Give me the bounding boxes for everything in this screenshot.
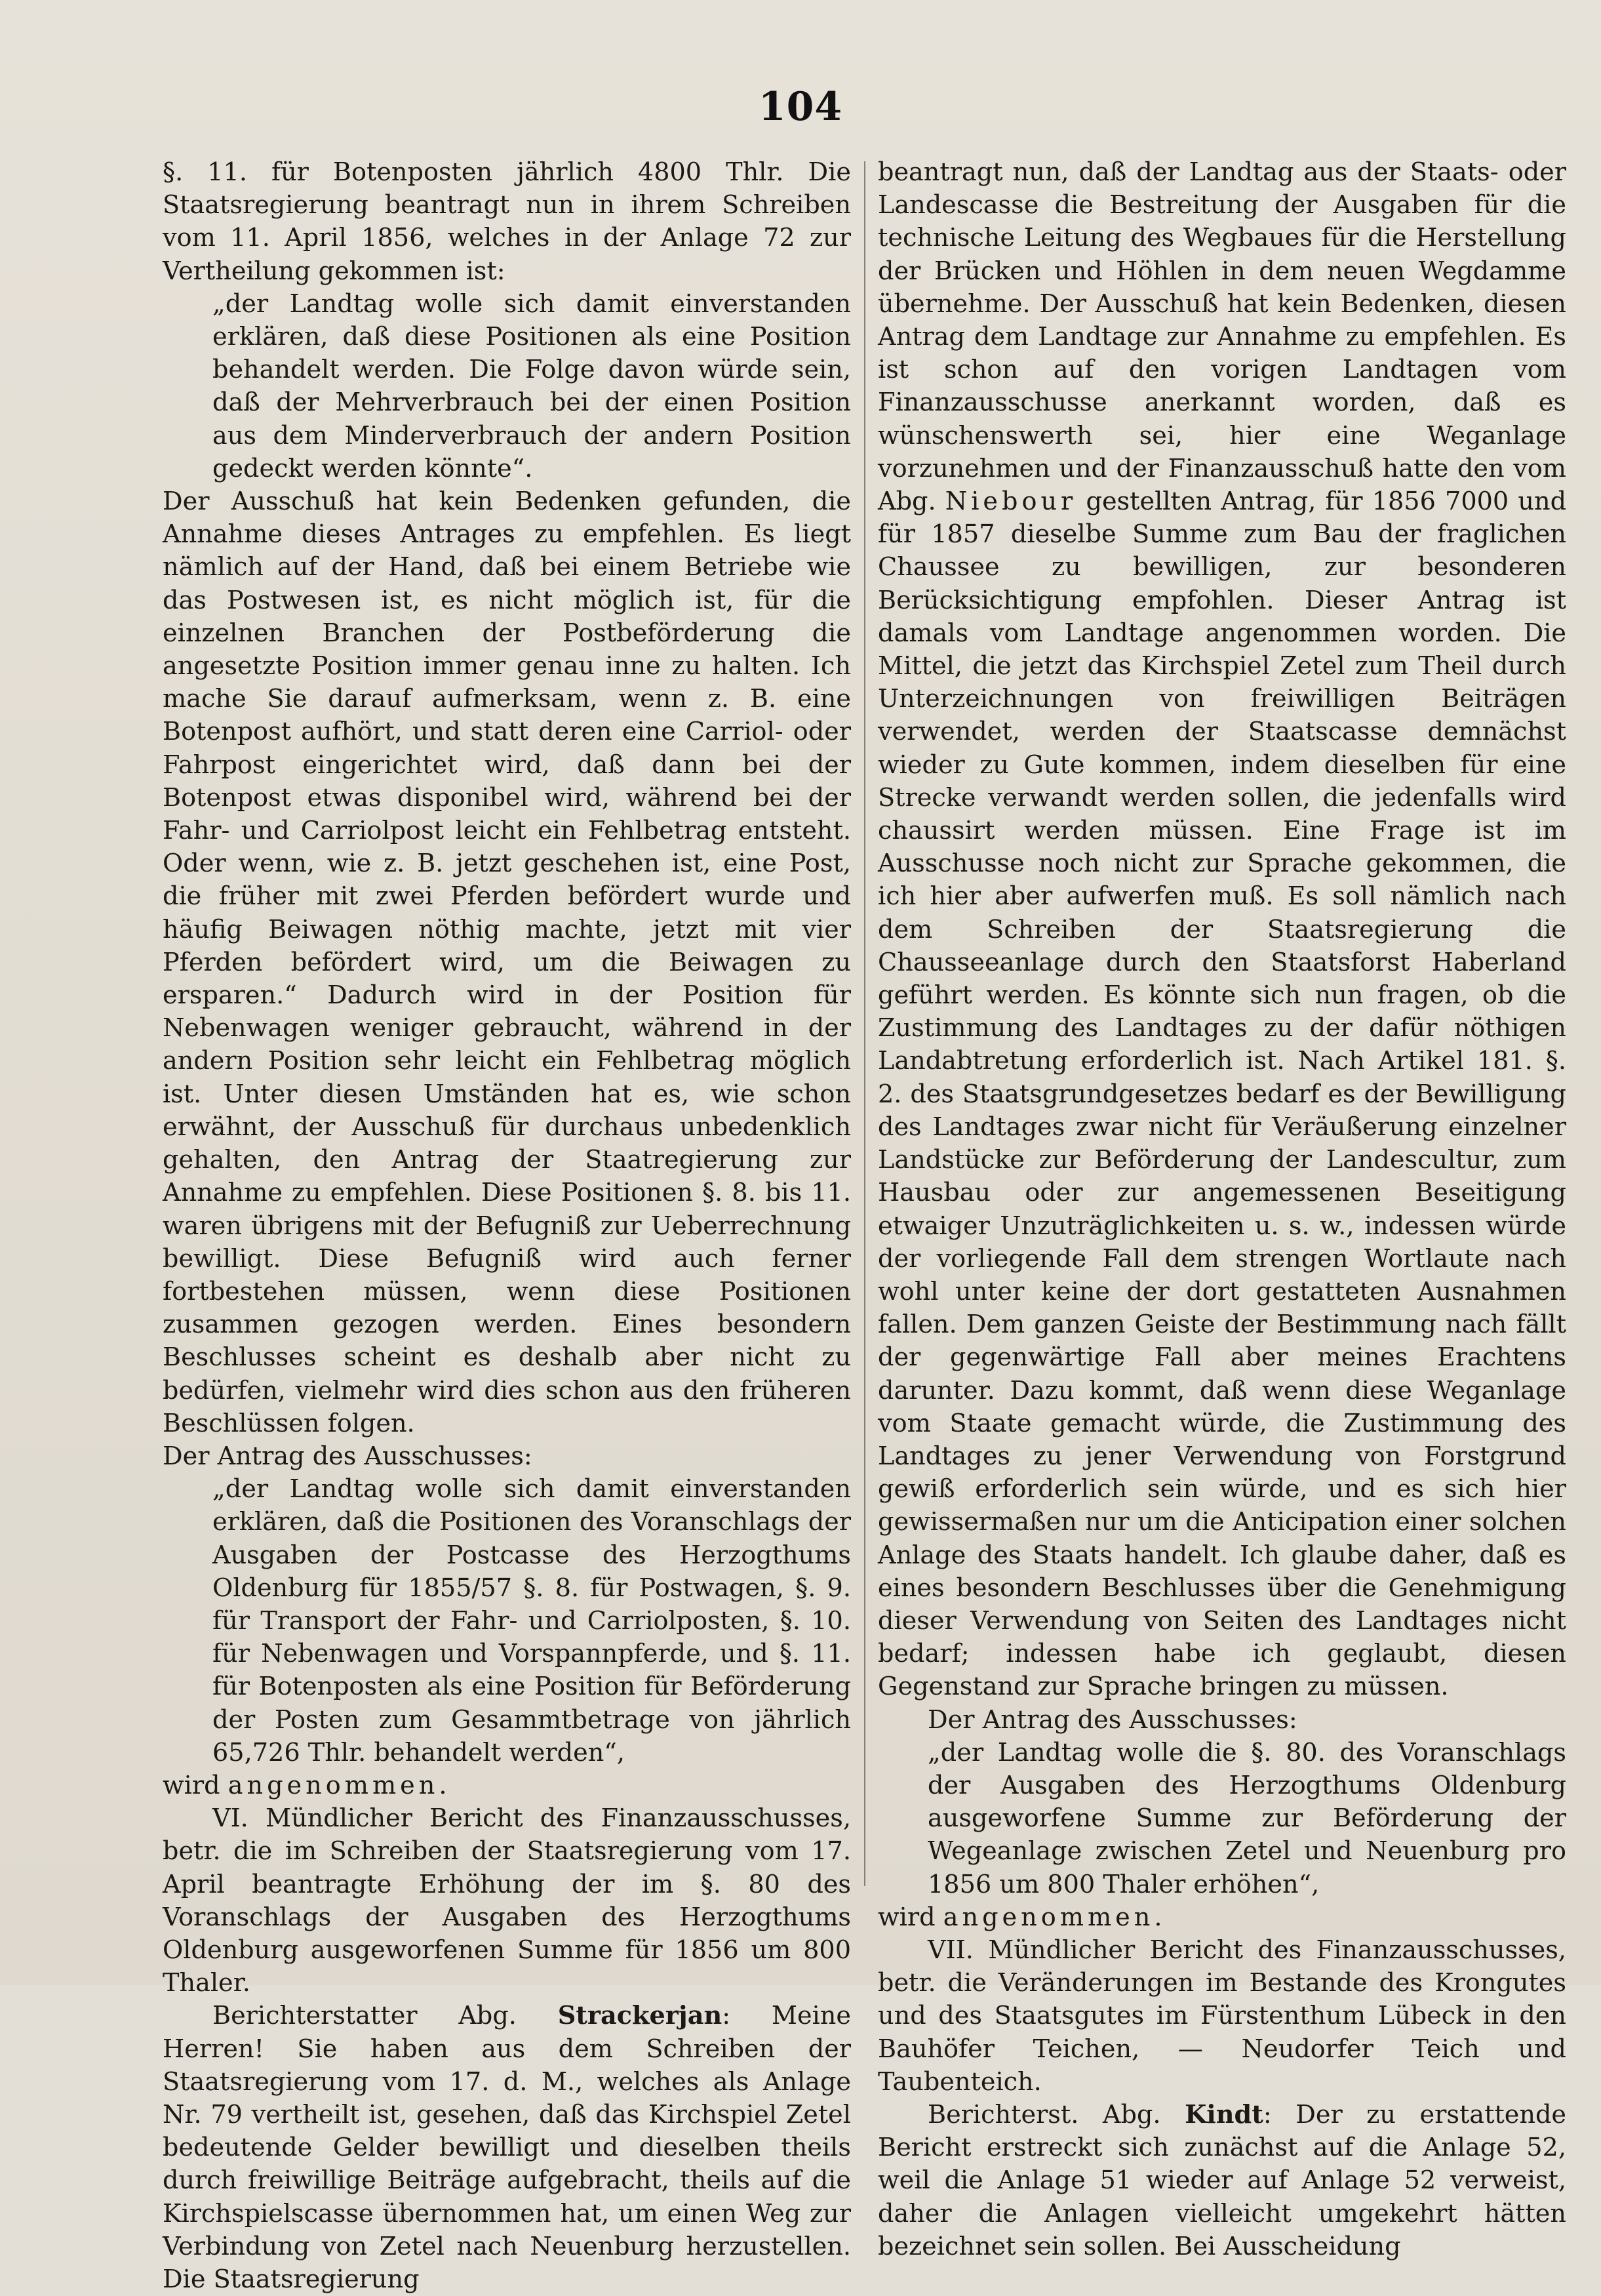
speech-text: : Der zu erstattende Bericht erstreckt sich zunächst auf die Anlage 52, weil die Anlage 51 wieder auf Anlage 52 verweist, daher die Anlagen vielleicht umgekehrt hätten bezeichnet sein sollen. Bei Ausscheidung [878, 2100, 1566, 2261]
left-column [163, 156, 851, 2296]
quote-left-2: „der Landtag wolle sich damit einverstanden erklären, daß die Positionen des Voranschlags der Ausgaben der Postcasse des Herzogthums Oldenburg für 1855/57 §. 8. für Postwagen, §. 9. für Transport der Fahr- und Carriolposten, §. 10. für Nebenwagen und Vorspannpferde, und §. 11. für Botenposten als eine Position für Beförderung der Posten zum Gesammtbetrage von jährlich 65,726 Thlr. behandelt werden“, [212, 1475, 851, 1767]
paragraph-left-2: Der Ausschuß hat kein Bedenken gefunden, die Annahme dieses Antrages zu empfehlen. Es liegt nämlich auf der Hand, daß bei einem Betriebe wie das Postwesen ist, es nicht möglich ist, für die einzelnen Branchen der Postbeförderung die angesetzte Position immer genau inne zu halten. Ich mache Sie darauf aufmerksam, wenn z. B. eine Botenpost aufhört, und statt deren eine Carriol- oder Fahrpost eingerichtet wird, daß dann bei der Botenpost etwas disponibel wird, während bei der Fahr- und Carriolpost leicht ein Fehlbetrag entsteht. Oder wenn, wie z. B. jetzt geschehen ist, eine Post, die früher mit zwei Pferden befördert wurde und häufig Beiwagen nöthig machte, jetzt mit vier Pferden befördert wird, um die Beiwagen zu ersparen.“ Dadurch wird in der Position für Nebenwagen weniger gebraucht, während in der andern Position sehr leicht ein Fehlbetrag möglich ist. Unter diesen Umständen hat es, wie schon erwähnt, der Ausschuß für durchaus unbedenklich gehalten, den Antrag der Staatregierung zur Annahme zu empfehlen. Diese Positionen §. 8. bis 11. waren übrigens mit der Befugniß zur Ueberrechnung bewilligt. Diese Befugniß wird auch ferner fortbestehen müssen, wenn diese Positionen zusammen gezogen werden. Eines besondern Beschlusses scheint es deshalb aber nicht zu bedürfen, vielmehr wird dies schon aus den früheren Beschlüssen folgen. [163, 487, 851, 1438]
speaker-name: Kindt [1185, 2099, 1263, 2129]
quote-right-1: „der Landtag wolle die §. 80. des Voranschlags der Ausgaben des Herzogthums Oldenburg ausgeworfene Summe zur Beförderung der Wegeanlage zwischen Zetel und Neuenburg pro 1856 um 800 Thaler erhöhen“, [928, 1738, 1566, 1899]
paragraph-left-3: Der Antrag des Ausschusses: [163, 1441, 532, 1471]
speech-text: : Meine Herren! Sie haben aus dem Schreiben der Staatsregierung vom 17. d. M., welches als Anlage Nr. 79 vertheilt ist, gesehen, daß das Kirchspiel Zetel bedeutende Gelder bewilligt und dieselben theils durch freiwillige Beiträge aufgebracht, theils auf die Kirchspielscasse übernommen hat, um einen Weg zur Verbindung von Zetel nach Neuenburg herzustellen. Die Staatsregierung [163, 2002, 851, 2294]
paragraph-left-5: VI. Mündlicher Bericht des Finanzausschusses, betr. die im Schreiben der Staatsregierung vom 17. April beantragte Erhöhung der im §. 80 des Voranschlags der Ausgaben des Herzogthums Oldenburg ausgeworfenen Summe für 1856 um 800 Thaler. [163, 1804, 851, 1998]
right-column [878, 156, 1566, 2263]
column-divider [864, 161, 865, 1886]
speaker-prefix: Berichterst. Abg. [928, 2100, 1161, 2129]
quote-left-1: „der Landtag wolle sich damit einverstanden erklären, daß diese Positionen als eine Position behandelt werden. Die Folge davon würde sein, daß der Mehrverbrauch bei der einen Position aus dem Minderverbrauch der andern Position gedeckt werden könnte“. [212, 289, 851, 483]
resolution-prefix: wird [878, 1903, 936, 1932]
paragraph-right-3 [878, 1901, 1566, 1934]
paragraph-left-4 [163, 1769, 851, 1802]
resolution-result: angenommen. [943, 1903, 1166, 1932]
paragraph-right-4: VII. Mündlicher Bericht des Finanzausschusses, betr. die Veränderungen im Bestande des Krongutes und des Staatsgutes im Fürstenthum Lübeck in den Bauhöfer Teichen, — Neudorfer Teich und Taubenteich. [878, 1935, 1566, 2097]
paragraph-left-1: §. 11. für Botenposten jährlich 4800 Thlr. Die Staatsregierung beantragt nun in ihrem Schreiben vom 11. April 1856, welches in der Anlage 72 zur Vertheilung gekommen ist: [163, 158, 851, 286]
paragraph-right-1-rest: gestellten Antrag, für 1856 7000 und für 1857 dieselbe Summe zum Bau der fraglichen Chaussee zu bewilligen, zur besonderen Berücksichtigung empfohlen. Dieser Antrag ist damals vom Landtage angenommen worden. Die Mittel, die jetzt das Kirchspiel Zetel zum Theil durch Unterzeichnungen von freiwilligen Beiträgen verwendet, werden der Staatscasse demnächst wieder zu Gute kommen, indem dieselben für eine Strecke verwandt werden sollen, die jedenfalls wird chaussirt werden müssen. Eine Frage ist im Ausschusse noch nicht zur Sprache gekommen, die ich hier aber aufwerfen muß. Es soll nämlich nach dem Schreiben der Staatsregierung die Chausseeanlage durch den Staatsforst Haberland geführt werden. Es könnte sich nun fragen, ob die Zustimmung des Landtages zu der dafür nöthigen Landabtretung erforderlich ist. Nach Artikel 181. §. 2. des Staatsgrundgesetzes bedarf es der Bewilligung des Landtages zwar nicht für Veräußerung einzelner Landstücke zur Beförderung der Landescultur, zum Hausbau oder zur angemessenen Beseitigung etwaiger Unzuträglichkeiten u. s. w., indessen würde der vorliegende Fall dem strengen Wortlaute nach wohl unter keine der dort gestatteten Ausnahmen fallen. Dem ganzen Geiste der Bestimmung nach fällt der gegenwärtige Fall aber meines Erachtens darunter. Dazu kommt, daß wenn diese Weganlage vom Staate gemacht würde, die Zustimmung des Landtages zu jener Verwendung von Forstgrund gewiß erforderlich sein würde, und es sich hier gewissermaßen nur um die Anticipation einer solchen Anlage des Staats handelt. Ich glaube daher, daß es eines besondern Beschlusses über die Genehmigung dieser Verwendung von Seiten des Landtages nicht bedarf; indessen habe ich geglaubt, diesen Gegenstand zur Sprache bringen zu müssen. [878, 487, 1567, 1702]
speaker-prefix: Berichterstatter Abg. [212, 2002, 517, 2031]
paragraph-right-1 [878, 156, 1566, 1704]
paragraph-right-5 [878, 2099, 1566, 2263]
resolution-result: angenommen. [227, 1771, 451, 1800]
paragraph-right-1-start: beantragt nun, daß der Landtag aus der Staats- oder Landescasse die Bestreitung der Ausgaben für die technische Leitung des Wegbaues für die Herstellung der Brücken und Höhlen in dem neuen Wegdamme übernehme. Der Ausschuß hat kein Bedenken, diesen Antrag dem Landtage zur Annahme zu empfehlen. Es ist schon auf den vorigen Landtagen vom Finanzausschusse anerkannt worden, daß es wünschenswerth sei, hier eine Weganlage vorzunehmen und der Finanzausschuß hatte den vom Abg. [878, 158, 1566, 517]
paragraph-left-6 [163, 2000, 851, 2296]
member-name: Niebour [945, 487, 1077, 517]
page-number: 104 [758, 84, 843, 130]
paragraph-right-2: Der Antrag des Ausschusses: [928, 1705, 1297, 1735]
resolution-prefix: wird [163, 1771, 220, 1800]
speaker-name: Strackerjan [557, 2001, 722, 2031]
